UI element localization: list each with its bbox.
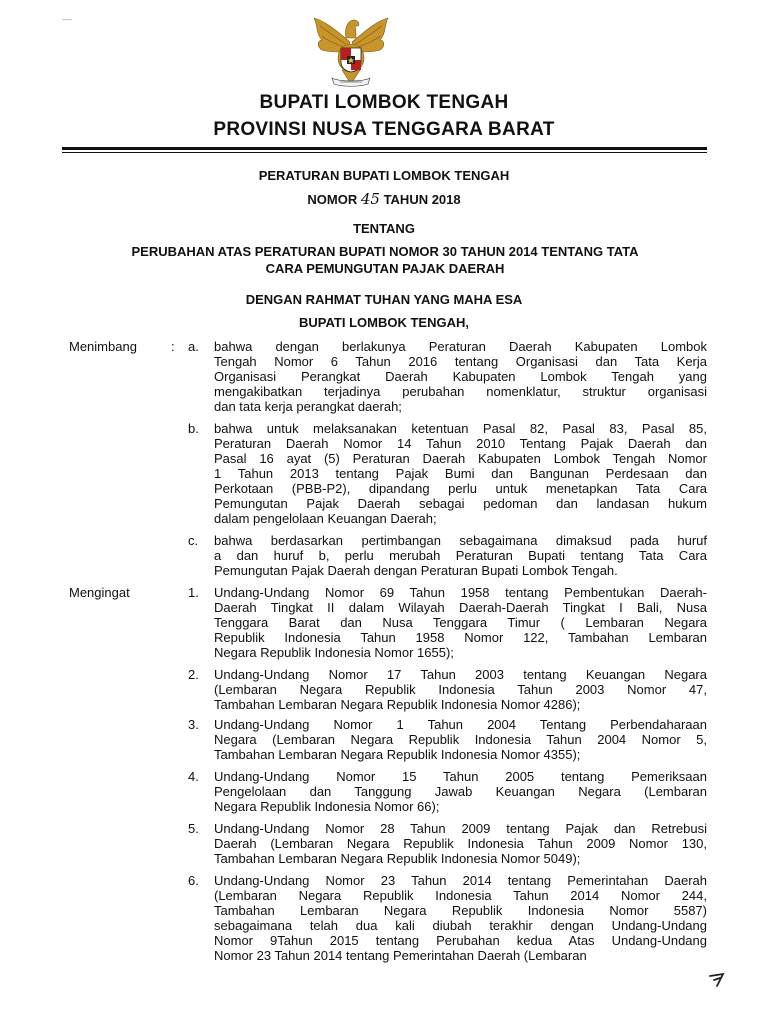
paragraph-line: Daerah (Lembaran Negara Republik Indonesia Tahun 2009 Nomor 130, [214,836,707,851]
paragraph-line: mengakibatkan terjadinya perubahan nomenklatur, struktur organisasi [214,384,707,399]
number-prefix: NOMOR [307,192,358,207]
paragraph-line: Negara (Lembaran Negara Republik Indonesia Tahun 2004 Nomor 5, [214,732,707,747]
header-rule-thin [62,152,707,153]
paragraph-line: Negara Republik Indonesia Nomor 1655); [214,645,454,660]
recalling-marker-1: 1. [188,585,199,600]
considering-marker-c: c. [188,533,199,548]
paragraph-line: Undang-Undang Nomor 69 Tahun 1958 tentang Pembentukan Daerah- [214,585,707,600]
paragraph-line: Undang-Undang Nomor 28 Tahun 2009 tentang Pajak dan Retrebusi [214,821,707,836]
paragraph-line: bahwa dengan berlakunya Peraturan Daerah Kabupaten Lombok [214,339,707,354]
paragraph-line: Undang-Undang Nomor 15 Tahun 2005 tentang Pemeriksaan [214,769,707,784]
paragraph-line: Tambahan Lembaran Negara Republik Indonesia Nomor 4286); [214,697,581,712]
issuer-heading: BUPATI LOMBOK TENGAH [259,92,509,113]
paragraph-line: dalam pengelolaan Keuangan Daerah; [214,511,437,526]
paragraph-line: Tambahan Lembaran Negara Republik Indonesia Nomor 5049); [214,851,581,866]
handwritten-number: 45 [360,190,380,208]
considering-colon: : [171,339,175,354]
recalling-item-1 [214,585,707,660]
paragraph-line: bahwa berdasarkan pertimbangan sebagaimana dimaksud pada huruf [214,533,707,548]
paragraph-line: Undang-Undang Nomor 17 Tahun 2003 tentang Keuangan Negara [214,667,707,682]
recalling-item-5 [214,821,707,866]
recalling-marker-3: 3. [188,717,199,732]
paragraph-line: dan tata kerja perangkat daerah; [214,399,402,414]
paraf-mark-icon [708,972,726,988]
paragraph-line: a dan huruf b, perlu merubah Peraturan Bupati tentang Tata Cara [214,548,707,563]
recalling-item-2 [214,667,707,712]
recalling-item-6 [214,873,707,963]
paragraph-line: Pasal 16 ayat (5) Peraturan Daerah Kabupaten Lombok Tengah Nomor [214,451,707,466]
paragraph-line: Pengelolaan dan Tanggung Jawab Keuangan Negara (Lembaran [214,784,707,799]
regulation-subject [60,243,710,277]
subject-line-1: PERUBAHAN ATAS PERATURAN BUPATI NOMOR 30 TAHUN 2014 TENTANG TATA [131,244,639,259]
considering-item-a [214,339,707,414]
recalling-label: Mengingat [69,585,130,600]
considering-label: Menimbang [69,339,137,354]
considering-marker-b: b. [188,421,199,436]
recalling-marker-5: 5. [188,821,199,836]
paragraph-line: Pemungutan Pajak Daerah dengan Peraturan Bupati Lombok Tengah. [214,563,618,578]
paragraph-line: sebagaimana telah dua kali diubah terakhir dengan Undang-Undang [214,918,707,933]
subject-line-2: CARA PEMUNGUTAN PAJAK DAERAH [265,261,505,276]
paragraph-line: Perkotaan (PBB-P2), dipandang perlu untuk menetapkan Tata Cara [214,481,707,496]
paragraph-line: Daerah Tingkat II dalam Wilayah Daerah-Daerah Tingkat I Bali, Nusa [214,600,707,615]
considering-item-b [214,421,707,526]
paragraph-line: Nomor 23 Tahun 2014 tentang Pemerintahan Daerah (Lembaran [214,948,587,963]
paragraph-line: Undang-Undang Nomor 1 Tahun 2004 Tentang Perbendaharaan [214,717,707,732]
province-heading: PROVINSI NUSA TENGGARA BARAT [213,119,555,140]
scan-mark: –– [62,14,73,24]
regulation-number [0,190,768,208]
paragraph-line: Republik Indonesia Tahun 1958 Nomor 122, Tambahan Lembaran [214,630,707,645]
considering-marker-a: a. [188,339,199,354]
issuer-line: BUPATI LOMBOK TENGAH, [299,315,469,330]
blessing-line: DENGAN RAHMAT TUHAN YANG MAHA ESA [245,292,523,307]
paragraph-line: Tambahan Lembaran Negara Republik Indonesia Nomor 5587) [214,903,707,918]
paragraph-line: Negara Republik Indonesia Nomor 66); [214,799,440,814]
garuda-emblem-icon [306,12,396,90]
recalling-marker-6: 6. [188,873,199,888]
paragraph-line: Tenggara Barat dan Nusa Tenggara Timur ( Lembaran Negara [214,615,707,630]
paragraph-line: Tengah Nomor 6 Tahun 2016 tentang Organisasi dan Tata Kerja [214,354,707,369]
paragraph-line: Peraturan Daerah Nomor 14 Tahun 2010 Tentang Pajak Daerah dan [214,436,707,451]
paragraph-line: Organisasi Perangkat Daerah Kabupaten Lombok Tengah yang [214,369,707,384]
paragraph-line: Tambahan Lembaran Negara Republik Indonesia Nomor 4355); [214,747,581,762]
recalling-item-3 [214,717,707,762]
paragraph-line: Undang-Undang Nomor 23 Tahun 2014 tentang Pemerintahan Daerah [214,873,707,888]
considering-item-c [214,533,707,578]
paragraph-line: 1 Tahun 2013 tentang Pajak Bumi dan Bangunan Perdesaan dan [214,466,707,481]
paragraph-line: (Lembaran Negara Republik Indonesia Tahun 2003 Nomor 47, [214,682,707,697]
about-heading: TENTANG [353,221,415,236]
number-suffix: TAHUN 2018 [383,192,461,207]
recalling-item-4 [214,769,707,814]
recalling-marker-2: 2. [188,667,199,682]
regulation-title: PERATURAN BUPATI LOMBOK TENGAH [258,168,510,183]
paragraph-line: bahwa untuk melaksanakan ketentuan Pasal 82, Pasal 83, Pasal 85, [214,421,707,436]
paragraph-line: (Lembaran Negara Republik Indonesia Tahun 2014 Nomor 244, [214,888,707,903]
recalling-marker-4: 4. [188,769,199,784]
paragraph-line: Pemungutan Pajak Daerah sebagai pedoman dan landasan hukum [214,496,707,511]
paragraph-line: Nomor 9Tahun 2015 tentang Perubahan kedua Atas Undang-Undang [214,933,707,948]
header-rule-thick [62,147,707,150]
